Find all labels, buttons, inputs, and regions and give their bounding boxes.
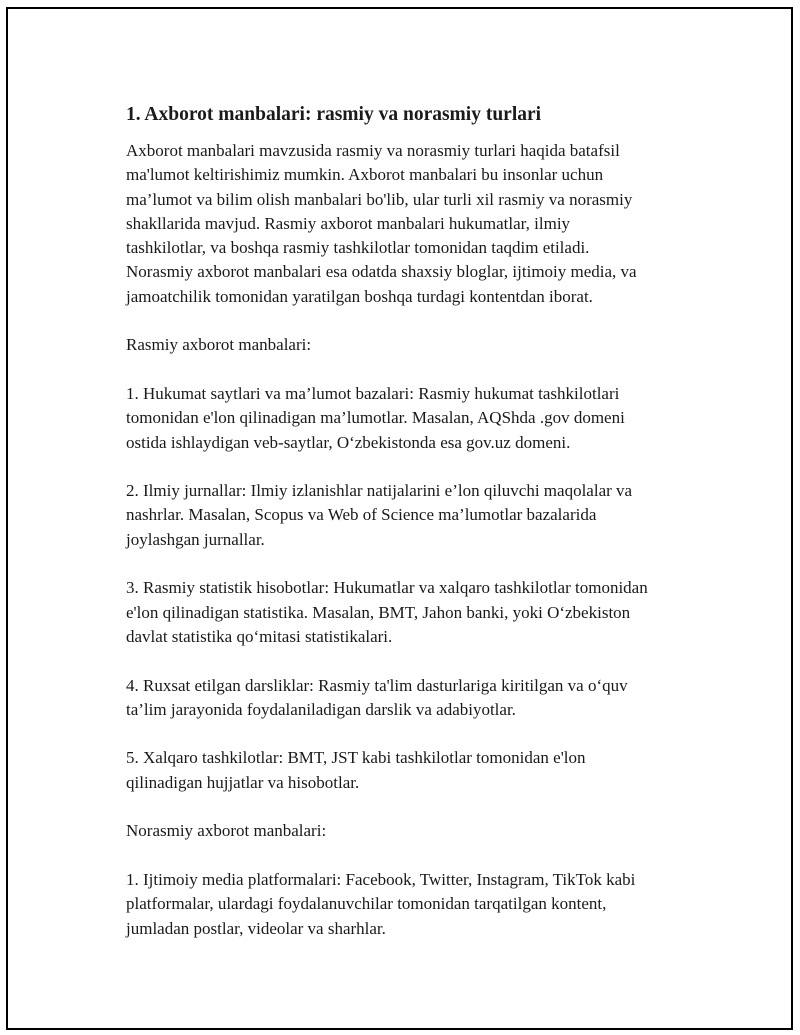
paragraph-gap	[126, 358, 716, 382]
text-line: 5. Xalqaro tashkilotlar: BMT, JST kabi tashkilotlar tomonidan e'lon	[126, 748, 586, 768]
subheading-line: Norasmiy axborot manbalari:	[126, 821, 327, 841]
text-line: qilinadigan hujjatlar va hisobotlar.	[126, 772, 360, 792]
text-line: 3. Rasmiy statistik hisobotlar: Hukumatlar va xalqaro tashkilotlar tomonidan	[126, 578, 648, 598]
paragraph-gap	[126, 722, 716, 746]
document-page	[6, 7, 793, 1030]
text-line: tashkilotlar, va boshqa rasmiy tashkilotlar tomonidan taqdim etiladi.	[126, 238, 590, 258]
paragraph	[126, 333, 716, 357]
text-line: davlat statistika qo‘mitasi statistikalari.	[126, 626, 393, 646]
text-line: 1. Ijtimoiy media platformalari: Facebook, Twitter, Instagram, TikTok kabi	[126, 869, 636, 889]
paragraph-gap	[126, 844, 716, 868]
text-line: shakllarida mavjud. Rasmiy axborot manbalari hukumatlar, ilmiy	[126, 213, 571, 233]
list-item	[126, 674, 716, 723]
document-content	[126, 101, 716, 941]
text-line: 4. Ruxsat etilgan darsliklar: Rasmiy ta'lim dasturlariga kiritilgan va o‘quv	[126, 675, 628, 695]
text-line: 2. Ilmiy jurnallar: Ilmiy izlanishlar natijalarini e’lon qiluvchi maqolalar va	[126, 481, 633, 501]
text-line: Norasmiy axborot manbalari esa odatda shaxsiy bloglar, ijtimoiy media, va	[126, 262, 637, 282]
list-item	[126, 576, 716, 649]
text-line: e'lon qilinadigan statistika. Masalan, BMT, Jahon banki, yoki O‘zbekiston	[126, 602, 631, 622]
paragraph-gap	[126, 552, 716, 576]
text-line: platformalar, ulardagi foydalanuvchilar tomonidan tarqatilgan kontent,	[126, 894, 607, 914]
paragraph-gap	[126, 455, 716, 479]
text-line: ma'lumot keltirishimiz mumkin. Axborot manbalari bu insonlar uchun	[126, 165, 604, 185]
list-item	[126, 382, 716, 455]
text-line: nashrlar. Masalan, Scopus va Web of Science ma’lumotlar bazalarida	[126, 505, 597, 525]
paragraph	[126, 819, 716, 843]
paragraph-gap	[126, 309, 716, 333]
section-heading: 1. Axborot manbalari: rasmiy va norasmiy turlari	[126, 104, 542, 125]
text-line: Axborot manbalari mavzusida rasmiy va norasmiy turlari haqida batafsil	[126, 141, 620, 160]
paragraph	[126, 139, 716, 309]
list-item	[126, 479, 716, 552]
list-item	[126, 746, 716, 795]
subheading-line: Rasmiy axborot manbalari:	[126, 335, 312, 355]
text-line: tomonidan e'lon qilinadigan ma’lumotlar. Masalan, AQShda .gov domeni	[126, 408, 625, 428]
paragraph-gap	[126, 649, 716, 673]
text-line: jumladan postlar, videolar va sharhlar.	[126, 918, 386, 938]
text-line: ta’lim jarayonida foydalaniladigan darslik va adabiyotlar.	[126, 699, 516, 719]
text-line: joylashgan jurnallar.	[126, 529, 265, 549]
text-line: jamoatchilik tomonidan yaratilgan boshqa turdagi kontentdan iborat.	[126, 286, 593, 306]
list-item	[126, 868, 716, 941]
text-line: ma’lumot va bilim olish manbalari bo'lib, ular turli xil rasmiy va norasmiy	[126, 189, 633, 209]
paragraph-gap	[126, 795, 716, 819]
text-line: 1. Hukumat saytlari va ma’lumot bazalari: Rasmiy hukumat tashkilotlari	[126, 383, 620, 403]
text-line: ostida ishlaydigan veb-saytlar, O‘zbekistonda esa gov.uz domeni.	[126, 432, 571, 452]
